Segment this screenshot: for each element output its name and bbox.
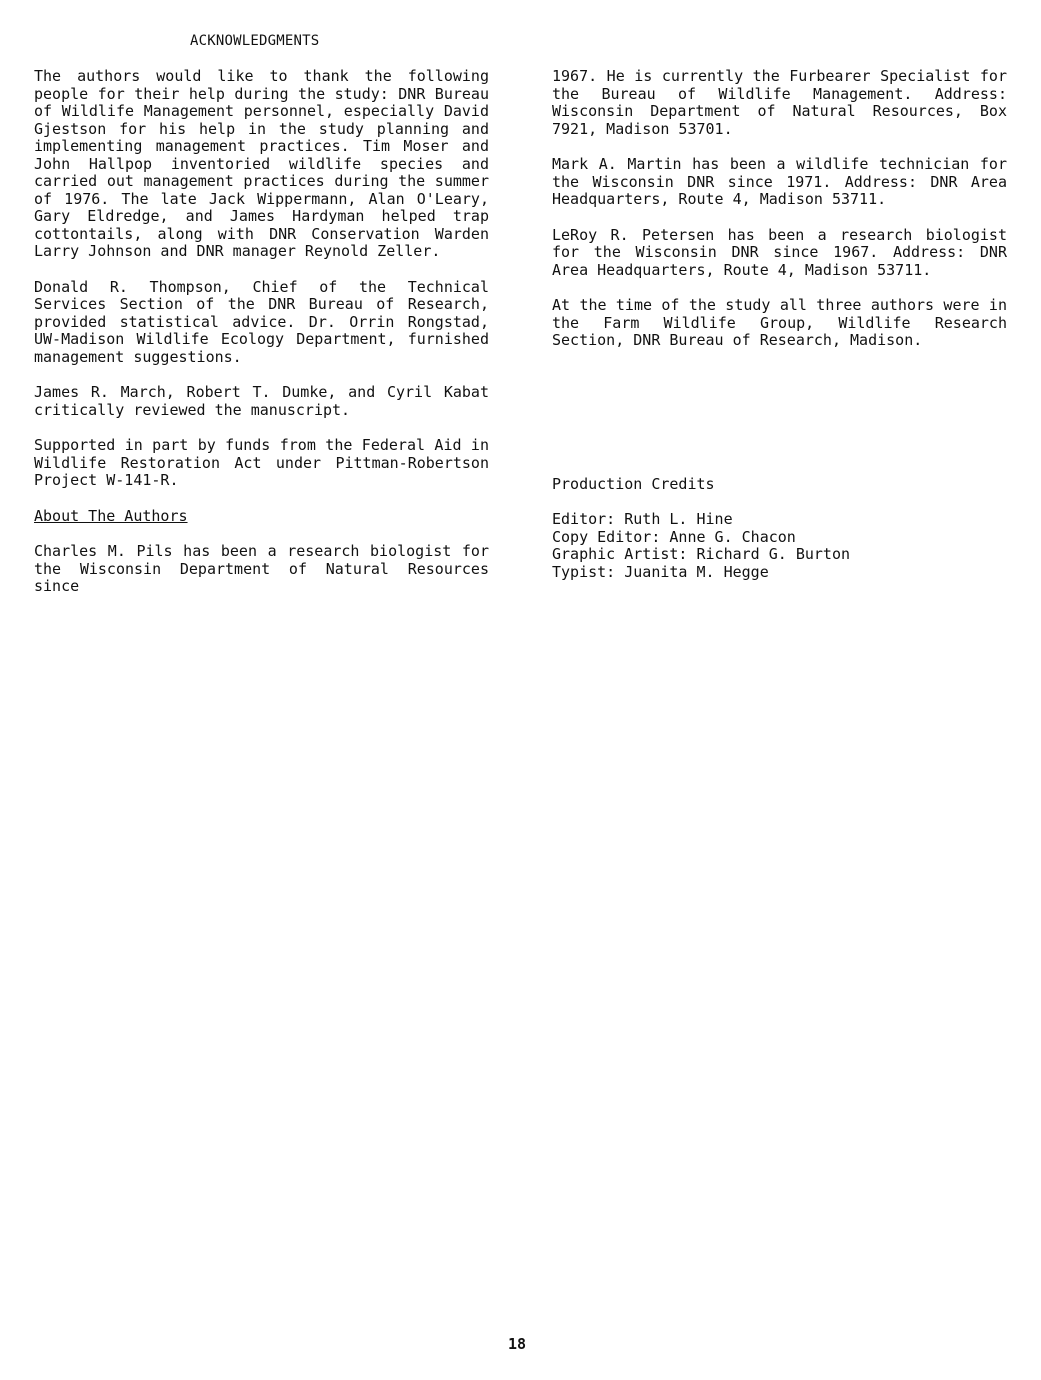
acknowledgment-paragraph-1: The authors would like to thank the following people for their help during the study: DNR Bureau of Wildlife Management personnel, especially David Gjestson for his help in the study planning and implementing management practices. Tim Moser and John Hallpop inventoried wildlife species and carried out management practices during the summer of 1976. The late Jack Wippermann, Alan O'Leary, Gary Eldredge, and James Hardyman helped trap cottontails, along with DNR Conservation Warden Larry Johnson and DNR manager Reynold Zeller. (34, 67, 489, 260)
acknowledgment-paragraph-2: Donald R. Thompson, Chief of the Technical Services Section of the DNR Bureau of Research, provided statistical advice. Dr. Orrin Rongstad, UW-Madison Wildlife Ecology Department, furnished management suggestions. (34, 277, 489, 366)
left-column (34, 68, 489, 614)
typist-credit: Typist: Juanita M. Hegge (552, 562, 769, 581)
right-column (552, 68, 1007, 581)
graphic-artist-credit: Graphic Artist: Richard G. Burton (552, 545, 851, 563)
acknowledgment-paragraph-3: James R. March, Robert T. Dumke, and Cyril Kabat critically reviewed the manuscript. (34, 383, 489, 419)
about-authors-paragraph-2: Mark A. Martin has been a wildlife technician for the Wisconsin DNR since 1971. Address: DNR Area Headquarters, Route 4, Madison 53711. (552, 155, 1007, 208)
editor-credit: Editor: Ruth L. Hine (552, 510, 733, 528)
about-authors-paragraph-1: Charles M. Pils has been a research biologist for the Wisconsin Department of Natural Resources since (34, 542, 489, 595)
about-authors-paragraph-3: LeRoy R. Petersen has been a research biologist for the Wisconsin DNR since 1967. Address: DNR Area Headquarters, Route 4, Madison 53711. (552, 225, 1007, 279)
page-number: 18 (508, 1335, 527, 1353)
about-authors-heading: About The Authors (34, 506, 188, 525)
about-authors-paragraph-4: At the time of the study all three authors were in the Farm Wildlife Group, Wildlife Research Section, DNR Bureau of Research, Madison. (552, 296, 1007, 349)
copy-editor-credit: Copy Editor: Anne G. Chacon (552, 527, 796, 546)
production-credits-heading: Production Credits (552, 474, 715, 493)
production-credits-list (552, 511, 1007, 581)
page-title: ACKNOWLEDGMENTS (190, 33, 320, 49)
about-authors-paragraph-1-continued: 1967. He is currently the Furbearer Specialist for the Bureau of Wildlife Management. Address: Wisconsin Department of Natural Resources, Box 7921, Madison 53701. (552, 67, 1007, 138)
acknowledgment-paragraph-4: Supported in part by funds from the Federal Aid in Wildlife Restoration Act under Pittman-Robertson Project W-141-R. (34, 436, 489, 489)
right-column-spacer (552, 368, 1007, 476)
